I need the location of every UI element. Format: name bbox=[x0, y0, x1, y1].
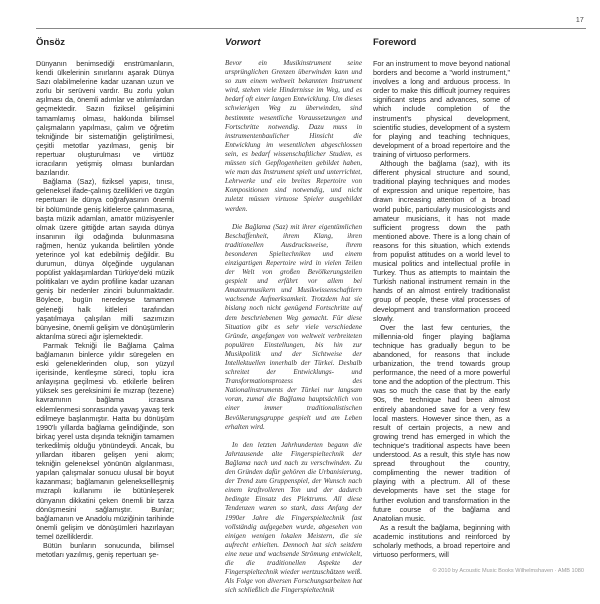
paragraph: Dünyanın benimsediği enstrümanların, kendi ülkelerinin sınırlarını aşarak Dünya Sazı olabilmelerine kadar uzanan uzun ve zorlu bir serüveni vardır. Bu zorlu yolun aşılması da, önemli adımlar ve atılımlardan geçmektedir. Sazın fiziksel gelişimini tamamlamış olması, hakkında bilimsel çalışmaların yapılması, çalım ve öğretim tekniğinde bir sistematiğin geliştirilmesi, çeşitli metotlar yazılması, geniş bir repertuar oluşturulması ve virtüöz icracıların yetişmiş olması bunlardan bazılarıdır. bbox=[36, 59, 174, 178]
paragraph: For an instrument to move beyond national borders and become a "world instrument," involves a long and arduous process. In order to make this difficult journey requires significant steps and advances, some of which include completion of the instrument's physical development, scientific studies, development of a system for playing and teaching techniques, development of a broad repertoire and the training of virtuoso performers. bbox=[373, 59, 510, 159]
paragraph: Over the last few centuries, the millennia-old finger playing bağlama technique has gradually begun to be abandoned, for reasons that include urbanization, the trend towards group performance, the need of a more powerful tone and the adoption of the plectrum. This was so much the case that by the early 90s, the technique had been almost entirely abandoned save for a very few local masters. However since then, as a result of certain projects, a new and growing trend has emerged in which the technique's traditional aspects have been understood. As a result, this style has now spread throughout the country, complimenting the newer tradition of playing with a plectrum. All of these developments have set the stage for further evolution and transformation in the future course of the bağlama and Anatolian music. bbox=[373, 322, 510, 523]
paragraph: Although the bağlama (saz), with its different physical structure and sound, traditional playing techniques and modes of expression and unique repertoire, has drawn increasing attention of a broad world public, particularly musicologists and amateur musicians, it has not made sufficient progress down the path mentioned above. There is a long chain of reasons for this situation, which extends from populist attitudes on a world level to musical politics and intellectual profile in Turkey. Thus as attempts to maintain the Turkish national instrument remain in the hands of an almost entirely traditionalist group of people, these vital processes of development and transformation proceed slowly. bbox=[373, 159, 510, 323]
paragraph: Bütün bunların sonucunda, bilimsel metotları yazılmış, geniş repertuarı şe- bbox=[36, 540, 174, 560]
body-english bbox=[373, 59, 510, 559]
paragraph: As a result the bağlama, beginning with academic institutions and reinforced by scholarly methods, a broad repertoire and virtuoso performers, will bbox=[373, 522, 510, 560]
heading-english: Foreword bbox=[373, 37, 417, 48]
body-turkish bbox=[36, 59, 174, 559]
column-german bbox=[225, 37, 362, 604]
body-german bbox=[225, 59, 362, 595]
column-english bbox=[373, 37, 510, 559]
paragraph: Bevor ein Musikinstrument seine ursprünglichen Grenzen überwinden kann und so zum einem weltweit bekannten Instrument wird, stehen viele Hindernisse im Weg, und es bedarf oft einer langen Entwicklung. Um dieses schwierigen Weg zu überwinden, sind bestimmte wesentliche Voraussetzungen und Fortschritte notwendig. Dazu muss in instrumentenbaulicher Hinsicht die Entwicklung im wesentlichen abgeschlossen sein, es bedarf wissenschaftlicher Studien, es müssen sich Gepflogenheiten gebildet haben, wie man das Instrument spielt und unterrichtet, Lehrwerke und ein breites Repertoire von Kompositionen sind notwendig, und nicht zuletzt müssen virtuose Spieler ausgebildet werden. bbox=[225, 59, 362, 213]
column-turkish bbox=[36, 37, 174, 559]
heading-german: Vorwort bbox=[225, 37, 261, 48]
paragraph: Parmak Tekniği İle Bağlama Çalma bağlamanın binlerce yıldır süregelen en eski geleneklerinden olup, son yüzyıl içerisinde, kentleşme süreci, toplu icra anlayışına geçilmesi vb. etkilerle beliren yüksek ses gereksinimi ile mızrap (tezene) kavramının bağlama icrasına eklemlenmesi sonrasında yavaş yavaş terk edilmeye başlanmıştır. Hatta bu dönüşüm 1990'lı yıllarda bağlama gelindiğinde, son birkaç yerel usta dışında tekniğin tamamen terkedilmiş olduğu yönündeydi. Ancak, bu yıllardan itibaren gelişen yeni akım; tekniğin geleneksel yönünün algılanması, yapılan çalışmalar sonucu ulusal bir boyut kazanması; bağlamanın geleneksellleşmiş mızraplı kullanımı ile bütünleşerek dünyanın dikkatini çeken önemli bir tarza dönüşmesini sağlamıştır. Bunlar; bağlamanın ve Anadolu müziğinin tarihinde önemli gelişim ve dönüşümleri hazırlayan temel özelliklerdir. bbox=[36, 340, 174, 541]
paragraph: Die Bağlama (Saz) mit ihrer eigentümlichen Beschaffenheit, ihrem Klang, ihren traditionellen Ausdrucksweise, ihrem besonderen Spieltechniken und einem einzigartigen Repertoire wird in vielen Teilen der Welt von großen Bevölkerungsteilen gespielt und erfährt vor allem bei Amateurmusikern und Musikwissenschaftlern wachsende Aufmerksamkeit. Trotzdem hat sie bislang noch nicht genügend Fortschritte auf dem beschriebenen Weg gemacht. Für diese Situation gibt es sehr viele verschiedene Gründe, angefangen von weltweit verbreiteten populären Einstellungen, bis hin zur Musikpolitik und der Sichtweise der Intellektuellen innerhalb der Türkei. Deshalb schreitet der Entwicklungs- und Transformationsprozess des Nationalinstruments der Türkei nur langsam voran, zumal die Bağlama hauptsächlich von einer immer traditionalistischen Bevölkerungsgruppe gespielt und am Leben erhalten wird. bbox=[225, 222, 362, 431]
heading-turkish: Önsöz bbox=[36, 37, 66, 48]
copyright-footer: © 2010 by Acoustic Music Books Wilhelmshaven · AMB 1080 bbox=[432, 568, 584, 574]
paragraph: Bağlama (Saz), fiziksel yapısı, tınısı, geleneksel ifade-çalınış özellikleri ve özgün repertuarı ile dünya coğrafyasının önemli bir bölümünde geniş kitlelerce çalınmasına, başta müzik adamları, amatör müzisyenler olmak üzere gittiğde artan sayıda dünya insanının ilgi odağında bulunmasına rağmen, henüz yukarıda belirtilen yönde yeterince yol kat edebilmiş değildir. Bu durumun, dünya ölçeğinde uygulanan popülist yaklaşımlardan Türkiye'deki müzik politikaları ve aydın profiline kadar uzanan geniş bir nedenler zinciri bulunmaktadır. Böylece, bugün neredeyse tamamen geleneği halk kitleleri tarafından yaşatılmaya çalışılan milli sazımızın bünyesine, önemli gelişim ve dönüşümlerin aktarılma süreci ağır işlemektedir. bbox=[36, 177, 174, 341]
paragraph: In den letzten Jahrhunderten begann die Jahrtausende alte Fingerspieltechnik der Bağlama nach und nach zu verschwinden. Zu den Gründen dafür gehören die Urbanisierung, der Trend zum Gruppenspiel, der Wunsch nach einem kraftvolleren Ton und der dadurch bedingte Einsatz des Plektrums. All diese Tendenzen waren so stark, dass Anfang der 1990er Jahre die Fingerspieltechnik fast vollständig aufgegeben wurde, abgesehen von einigen wenigen lokalen Meistern, die sie aufrecht erhielten. Dennoch hat sich seitdem eine neue und wachsende Strömung entwickelt, die die traditionellen Aspekte der Fingerspieltechnik wieder wertzuschätzen weiß. Als Folge von diversen Forschungsarbeiten hat sich schließlich die Fingerspieltechnik bbox=[225, 440, 362, 595]
page-number: 17 bbox=[575, 17, 584, 24]
header-rule bbox=[36, 28, 586, 29]
